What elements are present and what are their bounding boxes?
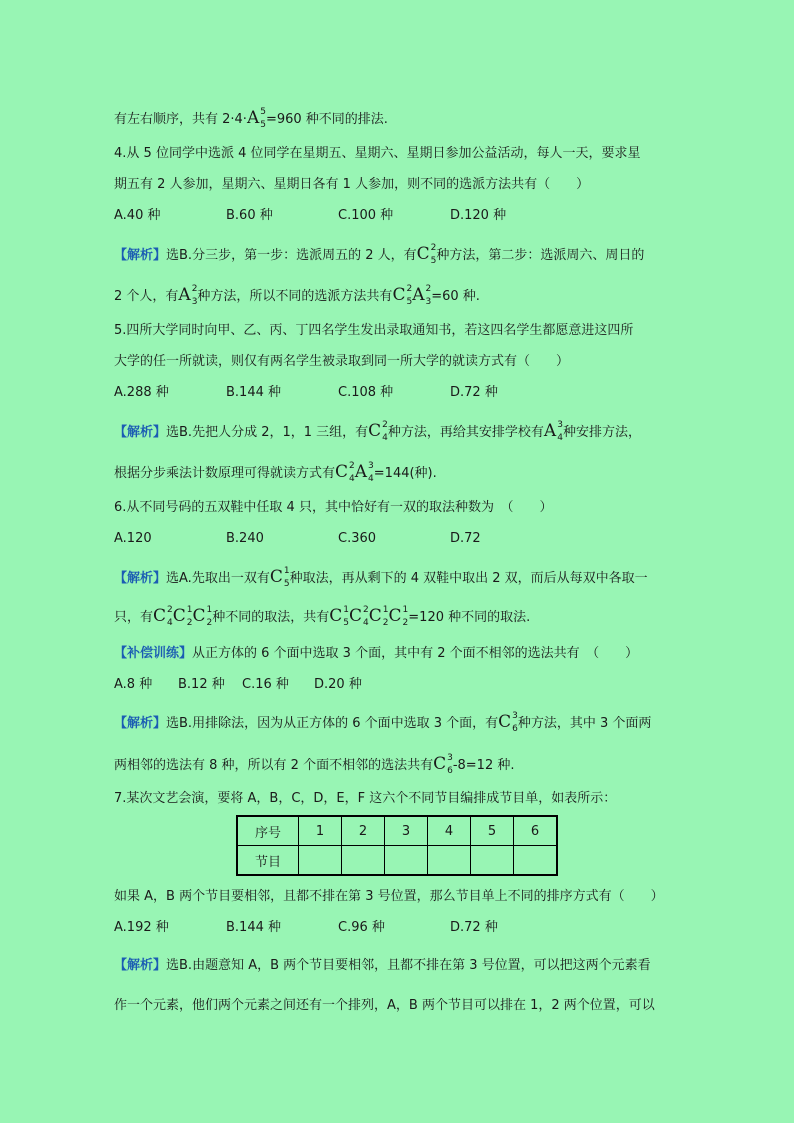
- table-row: [237, 816, 557, 846]
- answer-5-line-1: 【解析】选B.先把人分成 2，1，1 三组，有C 2 4 种方法，再给其安排学校有A 3 4 种安排方法，: [114, 419, 641, 443]
- table-cell: [342, 846, 385, 876]
- table-cell: [385, 846, 428, 876]
- question-6-options: A.120 B.240 C.360 D.72: [114, 531, 481, 546]
- question-6-line-1: 6.从不同号码的五双鞋中任取 4 只，其中恰好有一双的取法种数为 （ ）: [114, 500, 553, 515]
- answer-7-line-2: 作一个元素，他们两个元素之间还有一个排列，A，B 两个节目可以排在 1，2 两个位置，可以: [114, 998, 655, 1013]
- text-line: 有左右顺序，共有 2·4·A 5 5 =960 种不同的排法.: [114, 106, 388, 130]
- question-4-line-2: 期五有 2 人参加，星期六、星期日各有 1 人参加，则不同的选派方法共有（ ）: [114, 177, 590, 192]
- table-cell: 2: [342, 816, 385, 846]
- compensation-options: A.8 种 B.12 种 C.16 种 D.20 种: [114, 677, 362, 692]
- compensation-question: 【补偿训练】从正方体的 6 个面中选取 3 个面，其中有 2 个面不相邻的选法共有 （ ）: [114, 646, 639, 661]
- table-cell: 1: [299, 816, 342, 846]
- question-7-options: A.192 种 B.144 种 C.96 种 D.72 种: [114, 920, 498, 935]
- compensation-answer-line-2: 两相邻的选法有 8 种，所以有 2 个面不相邻的选法共有C 3 6 -8=12 种.: [114, 752, 515, 776]
- compensation-answer-line-1: 【解析】选B.用排除法，因为从正方体的 6 个面中选取 3 个面，有C 3 6 种方法，其中 3 个面两: [114, 710, 652, 734]
- answer-4-line-1: 【解析】选B.分三步，第一步：选派周五的 2 人，有C 2 5 种方法，第二步：选派周六、周日的: [114, 242, 645, 266]
- table-header-cell: 序号: [237, 816, 299, 846]
- answer-7-line-1: 【解析】选B.由题意知 A，B 两个节目要相邻，且都不排在第 3 号位置，可以把这两个元素看: [114, 958, 651, 973]
- table-cell: 3: [385, 816, 428, 846]
- table-cell: 6: [514, 816, 558, 846]
- question-4-line-1: 4.从 5 位同学中选派 4 位同学在星期五、星期六、星期日参加公益活动，每人一天，要求星: [114, 146, 641, 161]
- answer-4-line-2: 2 个人，有A 2 3 种方法，所以不同的选派方法共有C 2 5 A 2 3 =60 种.: [114, 283, 480, 307]
- table-cell: [428, 846, 471, 876]
- table-cell: 5: [471, 816, 514, 846]
- question-7-line-1: 7.某次文艺会演，要将 A，B，C，D，E，F 这六个不同节目编排成节目单，如表所示：: [114, 791, 617, 806]
- table-cell: [299, 846, 342, 876]
- table-cell: [514, 846, 558, 876]
- answer-6-line-2: 只，有C 2 4 C 1 2 C 1 2 种不同的取法，共有C 1 5 C 2 4 C 1 2 C 1 2 =120 种不同的取法.: [114, 604, 531, 628]
- question-5-line-1: 5.四所大学同时向甲、乙、丙、丁四名学生发出录取通知书，若这四名学生都愿意进这四所: [114, 323, 634, 338]
- table-cell: 4: [428, 816, 471, 846]
- answer-5-line-2: 根据分步乘法计数原理可得就读方式有C 2 4 A 3 4 =144(种).: [114, 460, 437, 484]
- question-5-options: A.288 种 B.144 种 C.108 种 D.72 种: [114, 385, 498, 400]
- question-7-line-2: 如果 A，B 两个节目要相邻，且都不排在第 3 号位置，那么节目单上不同的排序方式有（ ）: [114, 889, 664, 904]
- question-5-line-2: 大学的任一所就读，则仅有两名学生被录取到同一所大学的就读方式有（ ）: [114, 354, 570, 369]
- table-row: [237, 846, 557, 876]
- table-cell: [471, 846, 514, 876]
- table-header-cell: 节目: [237, 846, 299, 876]
- program-table: [236, 815, 558, 876]
- question-4-options: A.40 种 B.60 种 C.100 种 D.120 种: [114, 208, 507, 223]
- answer-6-line-1: 【解析】选A.先取出一双有C 1 5 种取法，再从剩下的 4 双鞋中取出 2 双，而后从每双中各取一: [114, 565, 648, 589]
